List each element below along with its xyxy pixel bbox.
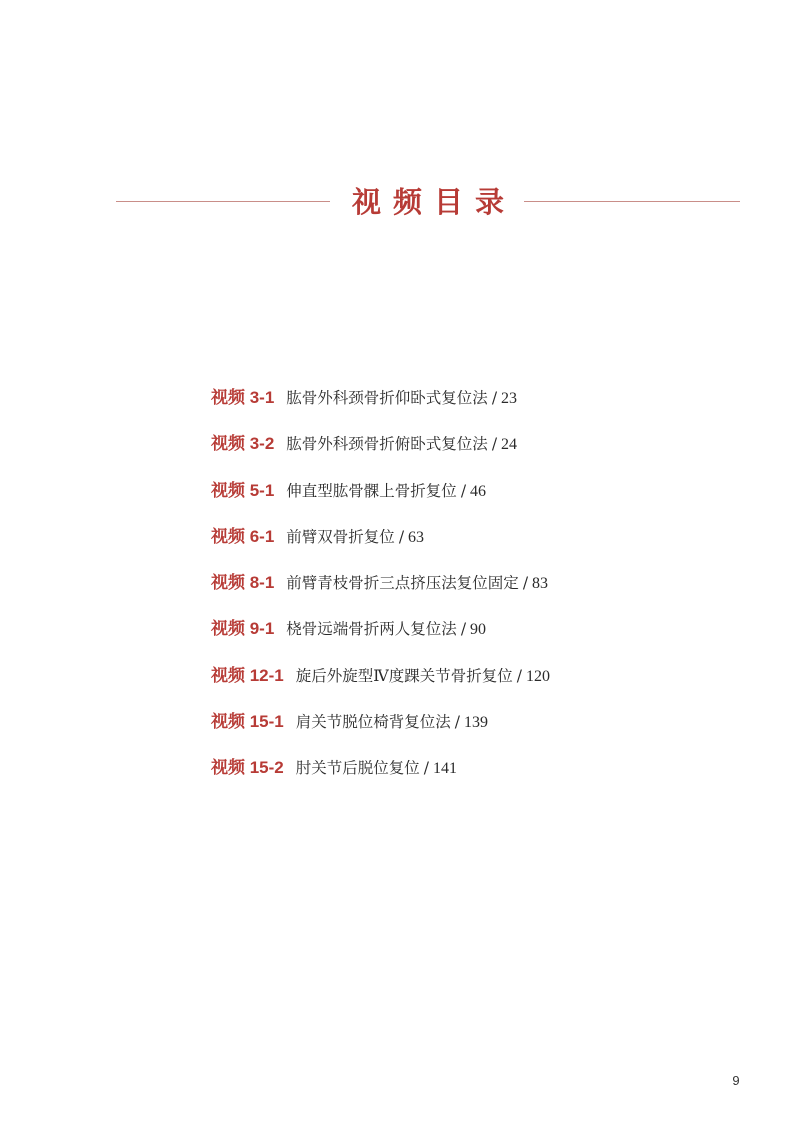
- title-rule-left: [116, 201, 330, 202]
- toc-entry-page: 120: [525, 667, 550, 685]
- toc-entry-page: 141: [433, 760, 457, 778]
- toc-entry-title: 肘关节后脱位复位: [295, 759, 420, 778]
- toc-entry-label: 视频 8-1: [211, 573, 275, 593]
- toc-entry[interactable]: [211, 473, 771, 519]
- toc-entry-title: 桡骨远端骨折两人复位法: [286, 620, 457, 639]
- video-table-of-contents: [211, 380, 771, 797]
- toc-entry-label: 视频 6-1: [211, 526, 275, 546]
- toc-entry-page: 63: [408, 528, 425, 546]
- toc-entry-label: 视频 9-1: [211, 619, 275, 639]
- toc-entry-page: 139: [464, 714, 488, 732]
- toc-entry-title: 伸直型肱骨髁上骨折复位: [286, 481, 457, 500]
- toc-entry-page: 83: [532, 575, 549, 593]
- toc-entry[interactable]: [211, 380, 771, 426]
- toc-entry-separator: /: [491, 435, 498, 454]
- toc-entry[interactable]: [211, 519, 771, 565]
- toc-entry-label: 视频 3-2: [211, 434, 275, 454]
- toc-entry-label: 视频 3-1: [211, 388, 275, 407]
- toc-entry-title: 前臂青枝骨折三点挤压法复位固定: [286, 574, 519, 593]
- page-title: 视频目录: [352, 185, 517, 219]
- toc-entry-separator: /: [516, 666, 522, 685]
- toc-entry-title: 肩关节脱位椅背复位法: [295, 713, 451, 732]
- toc-entry-title: 旋后外旋型Ⅳ度踝关节骨折复位: [295, 666, 513, 685]
- toc-entry[interactable]: [211, 426, 771, 472]
- toc-entry-separator: /: [454, 713, 460, 732]
- toc-entry[interactable]: [211, 658, 771, 704]
- toc-entry[interactable]: [211, 704, 771, 750]
- toc-entry[interactable]: [211, 565, 771, 611]
- title-rule-right: [524, 201, 740, 202]
- page-number: 9: [732, 1073, 740, 1088]
- toc-entry-title: 前臂双骨折复位: [286, 527, 395, 546]
- toc-entry-title: 肱骨外科颈骨折俯卧式复位法: [286, 435, 488, 454]
- toc-entry-label: 视频 5-1: [211, 480, 275, 500]
- toc-entry-separator: /: [522, 574, 529, 593]
- toc-entry-label: 视频 12-1: [211, 665, 284, 685]
- toc-entry-page: 23: [501, 390, 518, 407]
- toc-entry[interactable]: [211, 611, 771, 657]
- toc-entry-separator: /: [491, 389, 498, 407]
- toc-entry-page: 90: [470, 621, 487, 639]
- toc-entry-label: 视频 15-2: [211, 758, 284, 778]
- toc-entry-separator: /: [398, 527, 405, 546]
- toc-entry-page: 24: [501, 436, 518, 454]
- toc-entry-separator: /: [460, 620, 467, 639]
- page-header: [0, 180, 800, 224]
- toc-entry-page: 46: [470, 482, 487, 500]
- toc-entry-separator: /: [460, 481, 467, 500]
- toc-entry[interactable]: [211, 750, 771, 796]
- toc-entry-title: 肱骨外科颈骨折仰卧式复位法: [286, 389, 488, 407]
- toc-entry-separator: /: [423, 759, 429, 778]
- toc-entry-label: 视频 15-1: [211, 712, 284, 732]
